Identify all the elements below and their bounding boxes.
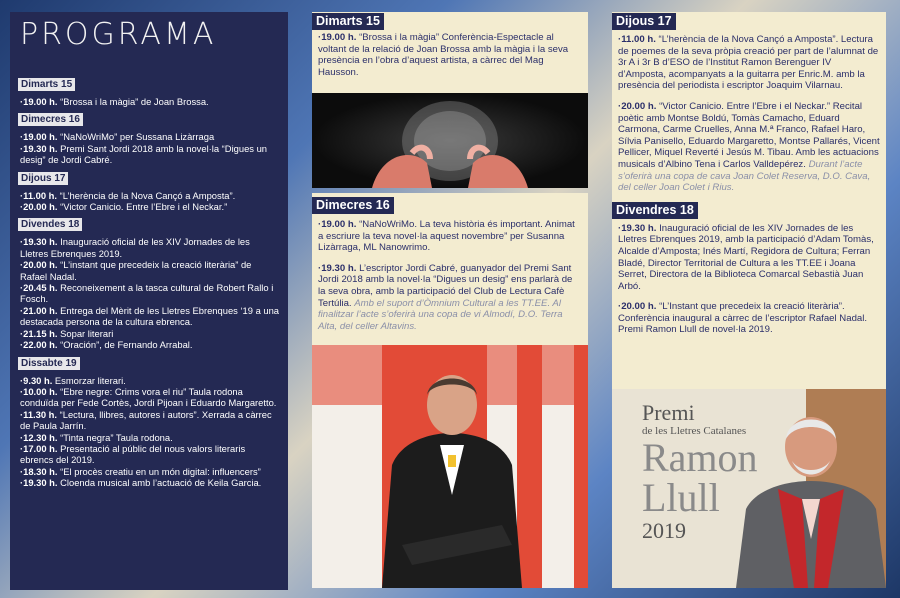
logo-line-2: de les Lletres Catalanes — [642, 425, 747, 437]
logo-line-4: Llull — [642, 475, 720, 520]
program-item — [20, 432, 280, 443]
event-text: L’escriptor Jordi Cabré, guanyador del Premi Sant Jordi 2018 amb la novel·la “Digues un desig” ens parlarà de la seva obra, amb la participació del Club de Lectura Cafè Tertúlia. — [318, 262, 573, 309]
time-label: ·20.00 h. — [618, 301, 657, 313]
event-text: Presentació al públic del nous valors literaris ebrencs del 2019. — [20, 442, 246, 466]
program-item — [20, 201, 280, 212]
time-label: ·19.00 h. — [20, 96, 58, 107]
event-text: “Oración”, de Fernando Arrabal. — [60, 339, 193, 351]
dijous-paragraph-2 — [612, 99, 886, 196]
event-text: “Lectura, llibres, autores i autors”. Xerrada a càrrec de Paula Jarrín. — [20, 408, 272, 432]
time-label: ·19.30 h. — [20, 236, 58, 248]
time-label: ·19.00 h. — [318, 219, 357, 230]
day-label: Dimarts 15 — [18, 78, 75, 91]
right-column — [612, 12, 886, 389]
time-label: ·10.00 h. — [20, 385, 58, 397]
day-label: Divendes 18 — [18, 218, 82, 231]
time-label: ·17.00 h. — [20, 442, 58, 454]
time-label: ·19.30 h. — [318, 262, 357, 274]
day-label: Dijous 17 — [18, 172, 68, 185]
event-note: Amb el suport d’Òmnium Cultural a les TT.EE. Al finalitzar l’acte s’oferirà una copa de vi Almodí, D.O. Terra Alta, del celler Altavins. — [318, 297, 563, 332]
magic-hands-illustration — [312, 93, 588, 188]
rafael-nadal-illustration — [716, 389, 886, 588]
dimecres-paragraph-1 — [312, 217, 588, 256]
program-item — [20, 259, 280, 282]
program-item — [20, 466, 280, 477]
program-item — [20, 282, 280, 305]
time-label: ·19.30 h. — [20, 477, 58, 489]
dijous-heading: Dijous 17 — [612, 13, 676, 30]
program-item — [20, 190, 280, 201]
event-text: Inauguració oficial de les XIV Jornades de les Lletres Ebrenques 2019, amb la participació d’Adam Tomàs, Alcalde d’Amposta; Inés Martí, Regidora de Cultura; Ferran Bladé, Director Territorial de Cultura a les TT.EE i Joana Serret, Directora de la Biblioteca Comarcal Sebastià Juan Arbó. — [618, 222, 874, 292]
program-item — [20, 305, 280, 328]
ramon-llull-photo — [612, 389, 886, 588]
program-item — [20, 328, 280, 339]
time-label: ·21.00 h. — [20, 304, 58, 316]
dimecres-paragraph-2 — [312, 261, 588, 335]
time-label: ·18.30 h. — [20, 465, 58, 477]
time-label: ·20.45 h. — [20, 282, 58, 294]
logo-line-1: Premi — [642, 400, 695, 425]
program-item — [20, 143, 280, 166]
event-text: “Victor Canicio. Entre l’Ebre i el Neckar.” Recital poètic amb Montse Boldú, Tomàs Camacho, Eduard Carmona, Carme Cruelles, Anna M.ª Franco, Rafael Haro, Sílvia Panisello, Eduardo Margaretto, Montse Pallarés, Vicent Pellicer, Miquel Reverté i Jesús M. Tibau. Amb les actuacions musicals d’Albino Tena i Carlos Valldepérez. — [618, 100, 880, 170]
program-item — [20, 339, 280, 350]
event-text: Reconeixement a la tasca cultural de Robert Rallo i Fosch. — [20, 282, 274, 305]
time-label: ·22.00 h. — [20, 339, 58, 351]
event-text: Esmorzar literari. — [54, 374, 126, 386]
event-text: Entrega del Mèrit de les Lletres Ebrenques ‘19 a una destacada persona de la cultura ebrenca. — [20, 304, 280, 328]
program-item — [20, 443, 280, 466]
event-text: “L’herència de la Nova Cançó a Amposta”. Lectura de poemes de la seva pròpia creació per part de l’alumnat de 3r A i 3r B d’ESO de l’Institut Ramon Berenguer IV d’Amposta, acompanyats a la guitarra per Enric.M. amb la presència del periodista i escriptor Joaquim Vilarnau. — [618, 34, 879, 92]
event-text: “L’instant que precedeix la creació literària” de Rafael Nadal. — [20, 259, 252, 282]
program-item — [20, 96, 280, 107]
divendres-paragraph-2 — [612, 299, 886, 338]
program-item — [20, 409, 280, 432]
event-text: “Victor Canicio. Entre l’Ebre i el Neckar.” — [60, 201, 228, 213]
event-text: Sopar literari — [60, 327, 114, 339]
time-label: ·20.00 h. — [618, 100, 657, 112]
program-item — [20, 375, 280, 386]
jordi-cabre-illustration — [312, 345, 588, 588]
time-label: ·9.30 h. — [20, 374, 53, 386]
event-text: “El procès creatiu en un món digital: influencers” — [60, 465, 261, 477]
time-label: ·19.00 h. — [318, 32, 357, 43]
event-text: “L’herència de la Nova Cançó a Amposta”. — [59, 189, 236, 201]
program-title: PROGRAMA — [20, 17, 217, 52]
time-label: ·11.30 h. — [20, 408, 58, 420]
day-label: Dimecres 16 — [18, 113, 83, 126]
dimecres-box — [312, 193, 588, 345]
event-text: Cloenda musical amb l’actuació de Keila Garcia. — [60, 477, 262, 489]
divendres-heading: Divendres 18 — [612, 202, 698, 219]
divendres-paragraph-1 — [612, 221, 886, 295]
time-label: ·19.00 h. — [20, 131, 58, 143]
time-label: ·19.30 h. — [20, 142, 58, 154]
program-item — [20, 386, 280, 409]
event-text: “L’Instant que precedeix la creació literària”. Conferència inaugural a càrrec de l’escriptor Rafael Nadal. Premi Ramon Llull de novel·la 2019. — [618, 301, 868, 336]
program-item — [20, 477, 280, 488]
magic-hands-photo — [312, 93, 588, 188]
dimarts-paragraph — [312, 30, 588, 80]
jordi-cabre-photo — [312, 345, 588, 588]
dimarts-heading: Dimarts 15 — [312, 13, 384, 30]
event-text: “Brossa i la màgia” Conferència-Espectacle al voltant de la relació de Joan Brossa amb la màgia i la seva presència en l’obra d’aquest artista, a càrrec del Mag Hausson. — [318, 32, 569, 78]
time-label: ·12.30 h. — [20, 431, 58, 443]
program-days — [16, 72, 282, 489]
dimecres-heading: Dimecres 16 — [312, 197, 394, 214]
event-text: “Tinta negra” Taula rodona. — [60, 431, 173, 443]
event-text: “NaNoWriMo” per Sussana Lizàrraga — [60, 131, 215, 143]
time-label: ·21.15 h. — [20, 327, 58, 339]
event-text: “Ebre negre: Crims vora el riu” Taula rodona conduïda per Fede Cortès, Jordi Pijoan i Eduardo Margaretto. — [20, 385, 277, 409]
event-text: “Brossa i la màgia” de Joan Brossa. — [60, 96, 209, 107]
event-text: Inauguració oficial de les XIV Jornades de les Lletres Ebrenques 2019. — [20, 236, 250, 259]
event-note: Durant l’acte s’oferirà una copa de cava Joan Colet Reserva, D.O. Cava, del celler Joan Colet i Rius. — [618, 158, 871, 194]
program-panel — [10, 12, 288, 590]
time-label: ·11.00 h. — [20, 189, 58, 201]
logo-line-3: Ramon — [642, 435, 758, 480]
event-text: Premi Sant Jordi 2018 amb la novel·la “Digues un desig” de Jordi Cabré. — [20, 142, 268, 166]
event-text: “NaNoWriMo. La teva història és important. Animat a escriure la teva novel·la aquest novembre” per Susanna Lizàrraga, ML Nanowrimo. — [318, 219, 575, 254]
time-label: ·19.30 h. — [618, 222, 657, 234]
time-label: ·20.00 h. — [20, 259, 58, 271]
program-item — [20, 236, 280, 259]
day-label: Dissabte 19 — [18, 357, 80, 370]
dimarts-box — [312, 12, 588, 93]
logo-line-5: 2019 — [642, 518, 686, 543]
time-label: ·11.00 h. — [618, 34, 656, 45]
right-text-box — [612, 12, 886, 389]
program-item — [20, 131, 280, 142]
dijous-paragraph-1 — [612, 32, 886, 94]
time-label: ·20.00 h. — [20, 201, 58, 213]
